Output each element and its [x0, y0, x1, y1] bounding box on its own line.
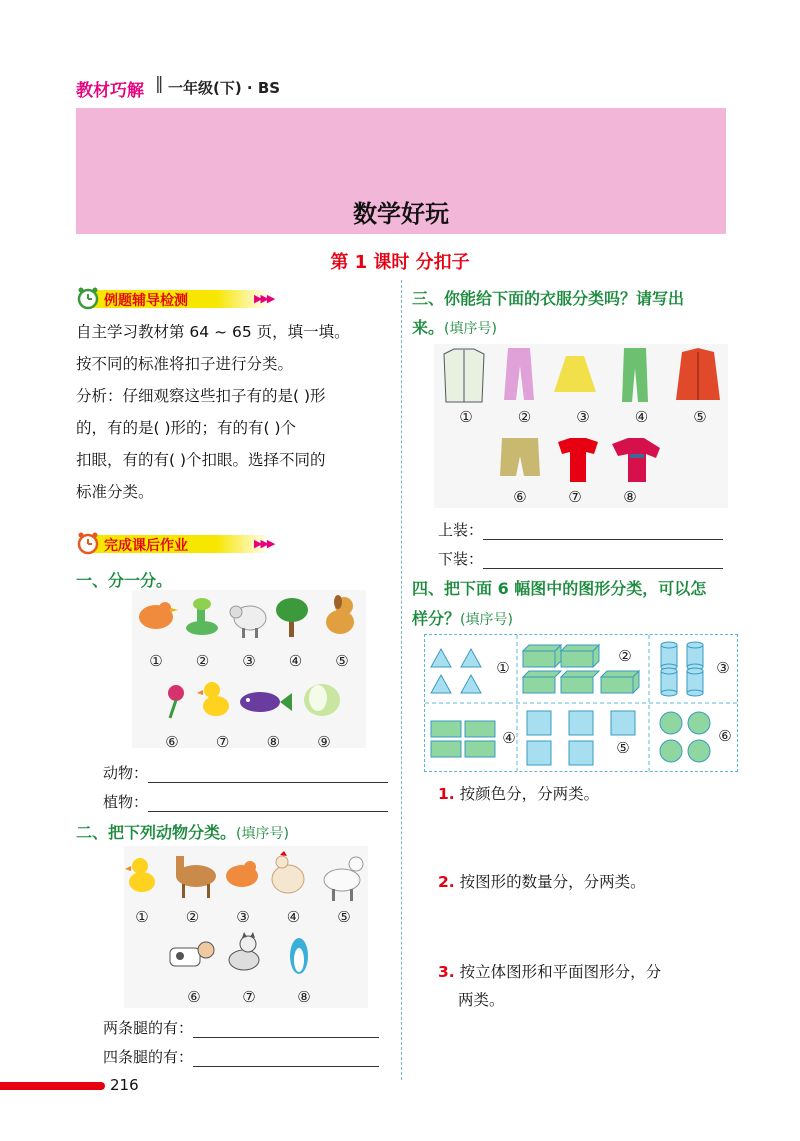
chapter-banner [76, 108, 726, 234]
sub-text: 按立体图形和平面图形分，分 [459, 963, 662, 981]
item-number: ⑥ [187, 988, 201, 1006]
horse-icon [176, 856, 216, 898]
item-number: ③ [576, 408, 590, 426]
q1-row1-numbers [142, 652, 356, 670]
q3-title [412, 284, 742, 344]
q3-note: (填序号) [444, 321, 497, 337]
sub-text: 按图形的数量分，分两类。 [459, 873, 646, 891]
item-number: ⑥ [165, 733, 179, 751]
sub-text: 按颜色分，分两类。 [459, 785, 600, 803]
tree-icon [276, 598, 308, 637]
goat-icon [324, 857, 363, 901]
q4-note: (填序号) [460, 612, 513, 628]
item-number: ⑦ [242, 988, 256, 1006]
cow-icon [170, 942, 214, 966]
item-number: ① [135, 908, 149, 926]
chapter-title: 数学好玩 [353, 200, 449, 228]
item-number: ⑦ [568, 488, 582, 506]
homework-section-tag [76, 531, 276, 553]
item-number: ⑧ [623, 488, 637, 506]
snake-icon [186, 598, 218, 635]
answer-label: 四条腿的有： [103, 1048, 194, 1066]
panel-number: ④ [502, 729, 516, 747]
panel-number: ⑤ [616, 739, 630, 757]
example-line: 自主学习教材第 64 ~ 65 页，填一填。 [76, 323, 350, 341]
item-number: ⑥ [513, 488, 527, 506]
q3-row2-numbers [506, 488, 644, 506]
item-number: ⑤ [335, 652, 349, 670]
answer-label: 下装： [438, 550, 484, 568]
header-separator: ‖ [155, 74, 164, 94]
q3-title-line: 来。 [412, 318, 445, 337]
example-text [76, 316, 396, 508]
q4-sub2 [438, 870, 646, 892]
q2-icons [124, 846, 368, 1008]
item-number: ⑤ [693, 408, 707, 426]
penguin-icon [290, 938, 308, 974]
item-number: ⑧ [266, 733, 281, 751]
sub-number: 2. [438, 873, 455, 891]
q3-picture-grid [434, 344, 728, 508]
rose-icon [168, 685, 184, 718]
q2-picture-grid [124, 846, 368, 1008]
page-bar [0, 1082, 105, 1090]
cabbage-icon [304, 684, 340, 716]
dog-icon [326, 595, 354, 634]
item-number: ① [149, 652, 163, 670]
example-line: 按不同的标准将扣子进行分类。 [76, 355, 294, 373]
hen-icon [272, 851, 304, 893]
answer-blank[interactable] [148, 793, 388, 812]
tshirt-icon [558, 438, 598, 482]
shirt-icon [444, 349, 484, 402]
q4-shapes [425, 635, 737, 771]
example-line: 的，有的是( )形的；有的有( )个 [76, 419, 297, 437]
q3-row1-numbers [452, 408, 714, 426]
q3-icons [434, 344, 728, 508]
q2-answer-two-legs [103, 1017, 379, 1038]
triangles-icon [431, 649, 481, 693]
alarm-clock-icon [76, 286, 100, 310]
jacket-icon [676, 348, 720, 400]
arrows-icon: ▶▶▶ [254, 537, 274, 550]
q2-title-text: 二、把下列动物分类。 [76, 823, 237, 842]
sub-number: 1. [438, 785, 455, 803]
example-section-tag [76, 286, 276, 308]
q3-answer-bottoms [438, 548, 723, 569]
answer-label: 动物： [103, 764, 149, 782]
item-number: ⑦ [215, 733, 230, 751]
q4-title-line: 样分？ [412, 609, 461, 628]
q3-answer-tops [438, 519, 723, 540]
q1-title: 一、分一分。 [76, 571, 173, 590]
q1-row2-numbers [158, 733, 338, 751]
q4-sub3 [438, 958, 738, 1014]
item-number: ④ [286, 908, 301, 926]
q1-answer-plants [103, 791, 388, 812]
item-number: ③ [242, 652, 256, 670]
answer-label: 两条腿的有： [103, 1019, 194, 1037]
example-line: 分析：仔细观察这些扣子有的是( )形 [76, 387, 326, 405]
sub-number: 3. [438, 963, 455, 981]
item-number: ② [517, 408, 532, 426]
skirt-icon [554, 356, 596, 392]
circles-icon [660, 712, 710, 762]
q2-answer-four-legs [103, 1046, 379, 1067]
example-tag-label: 例题辅导检测 [104, 293, 188, 309]
cat-icon [229, 932, 259, 970]
sub-text: 两类。 [458, 991, 505, 1009]
duck-icon [125, 858, 155, 892]
grade-label: 一年级(下) · BS [168, 79, 281, 97]
answer-blank[interactable] [193, 1048, 379, 1067]
example-line: 扣眼，有的有( )个扣眼。选择不同的 [76, 451, 326, 469]
alarm-clock-icon [76, 531, 100, 555]
duck-icon [197, 682, 229, 716]
arrows-icon: ▶▶▶ [254, 292, 274, 305]
panel-number: ① [496, 659, 510, 677]
item-number: ⑧ [297, 988, 311, 1006]
pants-icon [504, 348, 534, 400]
q2-title [76, 820, 289, 843]
answer-label: 上装： [438, 521, 484, 539]
shorts-icon [500, 438, 540, 476]
answer-blank[interactable] [483, 550, 723, 569]
panel-number: ③ [716, 659, 730, 677]
sheep-icon [230, 606, 266, 638]
answer-blank[interactable] [148, 764, 388, 783]
q2-note: (填序号) [236, 826, 289, 842]
bird-icon [226, 861, 258, 887]
q3-title-line: 三、你能给下面的衣服分类吗？请写出 [412, 289, 685, 308]
item-number: ① [459, 408, 473, 426]
item-number: ② [195, 652, 210, 670]
item-number: ② [185, 908, 200, 926]
homework-tag-label: 完成课后作业 [104, 538, 188, 554]
book-brand: 教材巧解 [76, 81, 144, 101]
trousers-icon [622, 348, 648, 402]
item-number: ③ [236, 908, 250, 926]
column-divider [401, 280, 402, 1080]
q4-title-line: 四、把下面 6 幅图中的图形分类，可以怎 [412, 579, 707, 598]
example-line: 标准分类。 [76, 483, 154, 501]
bird-icon [139, 602, 178, 629]
q4-title [412, 574, 742, 635]
sweater-icon [612, 438, 660, 482]
answer-label: 植物： [103, 793, 149, 811]
q4-sub1 [438, 782, 599, 804]
q1-answer-animals [103, 762, 388, 783]
lesson-title: 第 1 课时 分扣子 [330, 252, 470, 273]
panel-number: ⑥ [718, 727, 732, 745]
item-number: ⑤ [337, 908, 351, 926]
answer-blank[interactable] [193, 1019, 379, 1038]
q4-shapes-grid [424, 634, 738, 772]
rectangles-icon [431, 721, 495, 757]
item-number: ④ [634, 408, 649, 426]
page-number: 216 [110, 1076, 139, 1094]
item-number: ⑨ [317, 733, 331, 751]
q2-row2-numbers [180, 988, 318, 1006]
q2-row1-numbers [128, 908, 358, 926]
cylinders-icon [661, 642, 703, 696]
item-number: ④ [288, 652, 303, 670]
panel-number: ② [618, 647, 632, 665]
answer-blank[interactable] [483, 521, 723, 540]
fish-icon [240, 692, 292, 712]
